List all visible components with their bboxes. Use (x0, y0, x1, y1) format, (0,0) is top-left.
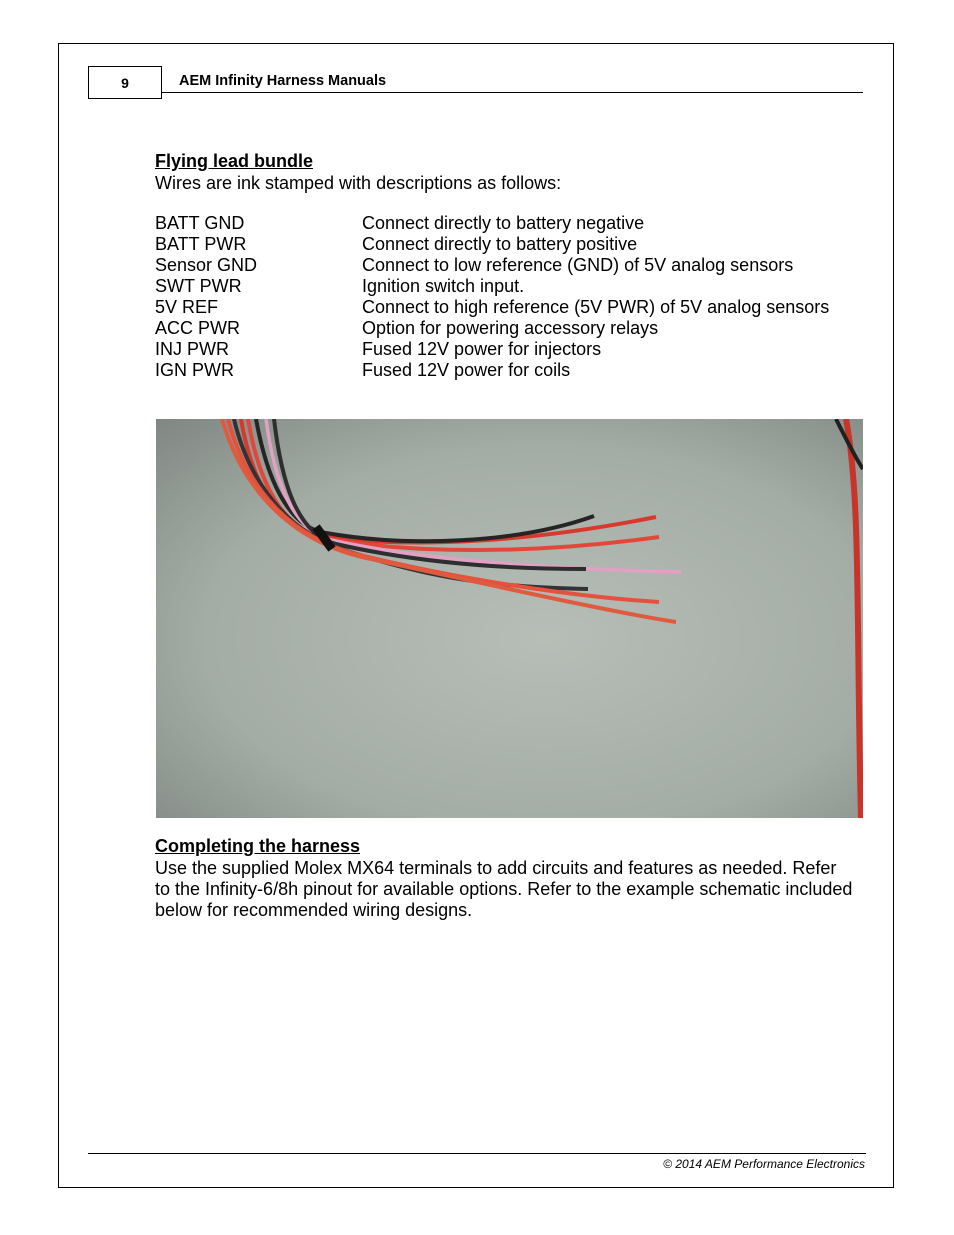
wire-description: Connect directly to battery negative (362, 213, 645, 233)
wire-code: IGN PWR (155, 360, 234, 380)
wire-row (155, 255, 829, 276)
flying-lead-heading: Flying lead bundle (155, 151, 314, 171)
header-title: AEM Infinity Harness Manuals (179, 73, 387, 89)
wire-code: Sensor GND (155, 255, 258, 275)
wire-row (155, 234, 829, 255)
wire-row (155, 339, 829, 360)
wire-code: ACC PWR (155, 318, 240, 338)
wire-row (155, 297, 829, 318)
wire-row (155, 318, 829, 339)
paragraph-line: Use the supplied Molex MX64 terminals to add circuits and features as needed. Refer (155, 858, 837, 878)
footer-rule (88, 1153, 866, 1154)
page-number: 9 (88, 66, 162, 99)
paragraph-line: below for recommended wiring designs. (155, 900, 473, 920)
wire-bundle-photo (156, 419, 863, 818)
wire-description: Fused 12V power for injectors (362, 339, 602, 359)
wire-description: Option for powering accessory relays (362, 318, 659, 338)
footer-copyright: © 2014 AEM Performance Electronics (663, 1157, 865, 1171)
flying-lead-intro: Wires are ink stamped with descriptions as follows: (155, 173, 562, 193)
wire-code: BATT GND (155, 213, 245, 233)
completing-paragraph (155, 858, 852, 921)
paragraph-line: to the Infinity-6/8h pinout for available options. Refer to the example schematic included (155, 879, 853, 899)
header-rule (162, 92, 863, 93)
wire-row (155, 360, 829, 381)
completing-heading: Completing the harness (155, 836, 361, 856)
wire-description: Connect to high reference (5V PWR) of 5V analog sensors (362, 297, 830, 317)
wire-row (155, 276, 829, 297)
wire-description: Connect to low reference (GND) of 5V analog sensors (362, 255, 794, 275)
wire-code: 5V REF (155, 297, 219, 317)
wire-code: SWT PWR (155, 276, 242, 296)
wire-code: BATT PWR (155, 234, 247, 254)
wire-description: Fused 12V power for coils (362, 360, 571, 380)
wire-description: Ignition switch input. (362, 276, 525, 296)
wire-table (155, 213, 829, 381)
wire-code: INJ PWR (155, 339, 229, 359)
wire-row (155, 213, 829, 234)
wire-description: Connect directly to battery positive (362, 234, 638, 254)
